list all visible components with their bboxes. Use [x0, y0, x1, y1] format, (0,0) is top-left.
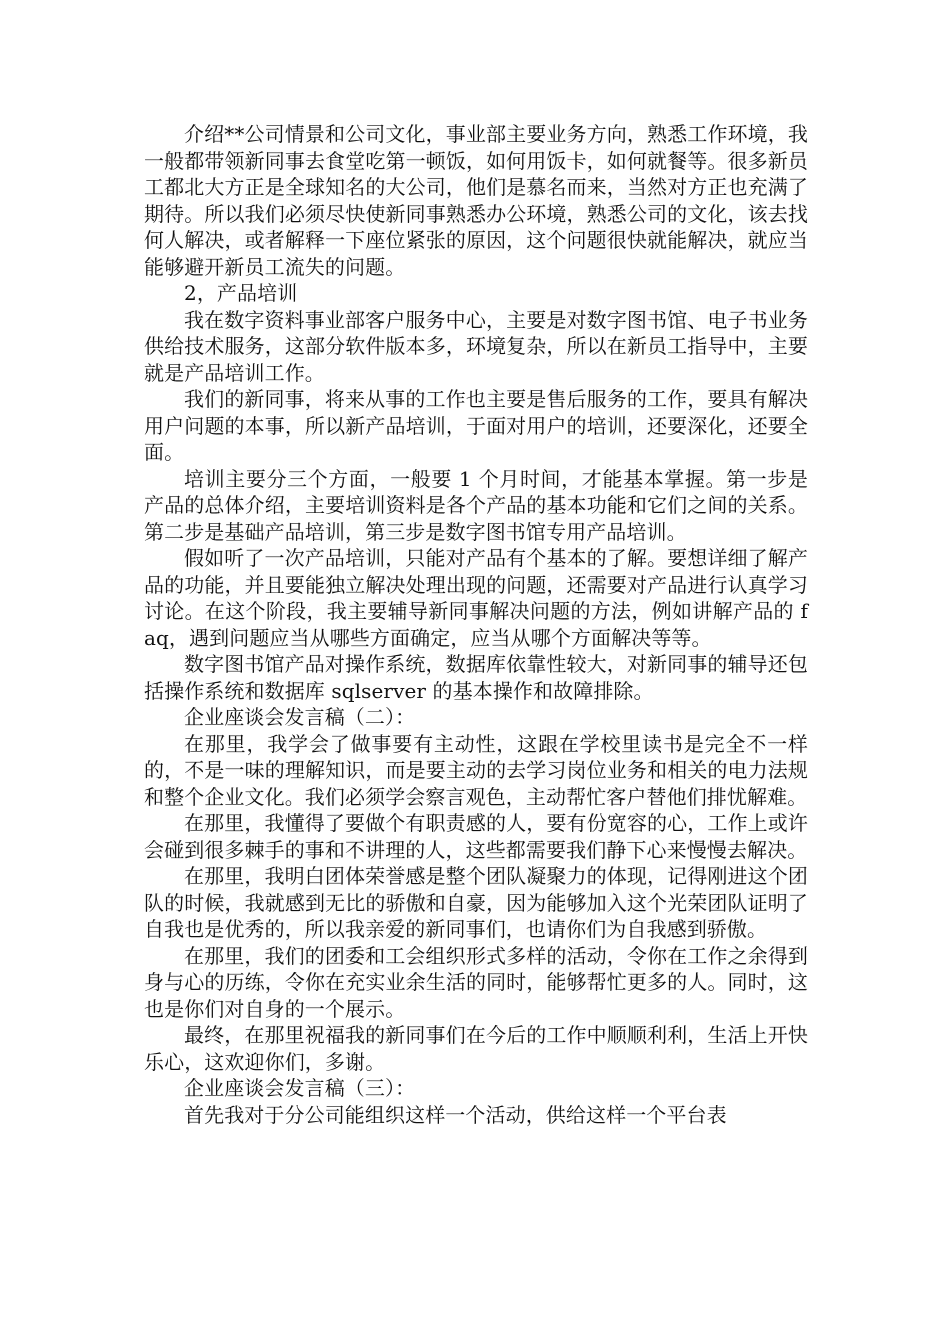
paragraph-service-center: 我在数字资料事业部客户服务中心，主要是对数字图书馆、电子书业务供给技术服务，这部分软件版本多，环境复杂，所以在新员工指导中，主要就是产品培训工作。 — [144, 307, 808, 385]
paragraph-intro: 介绍**公司情景和公司文化，事业部主要业务方向，熟悉工作环境，我一般都带领新同事去食堂吃第一顿饭，如何用饭卡，如何就餐等。很多新员工都北大方正是全球知名的大公司，他们是慕名而来，当然对方正也充满了期待。所以我们必须尽快使新同事熟悉办公环境，熟悉公司的文化，该去找何人解决，或者解释一下座位紧张的原因，这个问题很快就能解决，就应当能够避开新员工流失的问题。 — [144, 122, 808, 279]
paragraph-training-aspects: 培训主要分三个方面，一般要 1 个月时间，才能基本掌握。第一步是产品的总体介绍，主要培训资料是各个产品的基本功能和它们之间的关系。第二步是基础产品培训，第三步是数字图书馆专用产品培训。 — [144, 466, 808, 544]
paragraph-new-colleagues: 我们的新同事，将来从事的工作也主要是售后服务的工作，要具有解决用户问题的本事，所以新产品培训，于面对用户的培训，还要深化，还要全面。 — [144, 387, 808, 464]
section-heading-speech-three: 企业座谈会发言稿（三）： — [184, 1076, 416, 1100]
paragraph-opening-thanks: 首先我对于分公司能组织这样一个活动，供给这样一个平台表 — [184, 1102, 727, 1127]
paragraph-initiative: 在那里，我学会了做事要有主动性，这跟在学校里读书是完全不一样的，不是一味的理解知识，而是要主动的去学习岗位业务和相关的电力法规和整个企业文化。我们必须学会察言观色，主动帮忙客户替他们排忧解难。 — [144, 731, 808, 809]
paragraph-responsibility: 在那里，我懂得了要做个有职责感的人，要有份宽容的心，工作上或许会碰到很多棘手的事和不讲理的人，这些都需要我们静下心来慢慢去解决。 — [144, 811, 808, 862]
document-body — [144, 121, 808, 1128]
paragraph-activities: 在那里，我们的团委和工会组织形式多样的活动，令你在工作之余得到身与心的历练，令你在充实业余生活的同时，能够帮忙更多的人。同时，这也是你们对自身的一个展示。 — [144, 943, 808, 1021]
paragraph-training-depth: 假如听了一次产品培训，只能对产品有个基本的了解。要想详细了解产品的功能，并且要能独立解决处理出现的问题，还需要对产品进行认真学习讨论。在这个阶段，我主要辅导新同事解决问题的方法，例如讲解产品的 faq，遇到问题应当从哪些方面确定，应当从哪个方面解决等等。 — [144, 546, 808, 650]
paragraph-closing-wishes: 最终，在那里祝福我的新同事们在今后的工作中顺顺利利，生活上开快乐心，这欢迎你们，多谢。 — [144, 1023, 808, 1074]
section-heading-product-training: 2，产品培训 — [184, 281, 298, 305]
section-heading-speech-two: 企业座谈会发言稿（二）： — [184, 705, 416, 729]
paragraph-team-honor: 在那里，我明白团体荣誉感是整个团队凝聚力的体现，记得刚进这个团队的时候，我就感到无比的骄傲和自豪，因为能够加入这个光荣团队证明了自我也是优秀的，所以我亲爱的新同事们，也请你们为自我感到骄傲。 — [144, 864, 808, 941]
paragraph-database-guidance: 数字图书馆产品对操作系统，数据库依靠性较大，对新同事的辅导还包括操作系统和数据库 sqlserver 的基本操作和故障排除。 — [144, 652, 808, 703]
